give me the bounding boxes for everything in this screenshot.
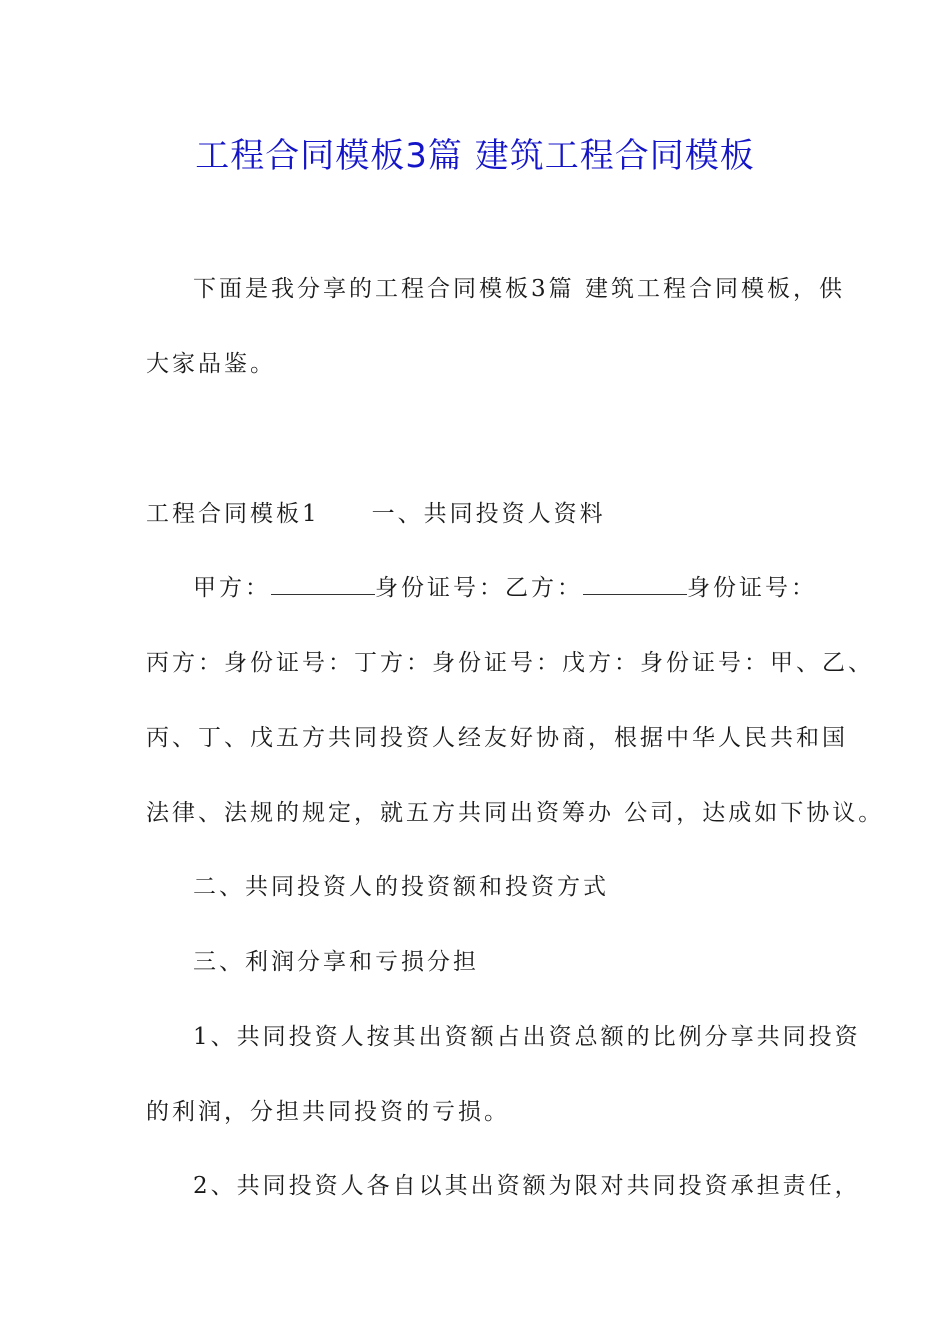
section-item-2: 二、共同投资人的投资额和投资方式 (193, 874, 609, 900)
section-heading: 工程合同模板1 (146, 501, 320, 527)
document-title: 工程合同模板3篇 建筑工程合同模板 (195, 136, 755, 176)
intro-line-2: 大家品鉴。 (146, 351, 276, 377)
clause-1-line-2: 的利润，分担共同投资的亏损。 (146, 1099, 510, 1125)
party-a-label: 甲方： (193, 575, 271, 601)
party-a-blank (271, 574, 375, 595)
parties-line-2: 丙方：身份证号：丁方：身份证号：戊方：身份证号：甲、乙、 (146, 650, 874, 676)
section-heading-row (146, 495, 606, 528)
clause-1-line-1: 1、共同投资人按其出资额占出资总额的比例分享共同投资 (193, 1024, 861, 1050)
clause-2-line-1: 2、共同投资人各自以其出资额为限对共同投资承担责任， (193, 1173, 861, 1199)
intro-line-1: 下面是我分享的工程合同模板3篇 建筑工程合同模板，供 (193, 276, 845, 302)
section-item-3: 三、利润分享和亏损分担 (193, 949, 479, 975)
party-a-id-label: 身份证号：乙方： (375, 575, 583, 601)
parties-line-4: 法律、法规的规定，就五方共同出资筹办 公司，达成如下协议。 (146, 800, 885, 826)
section-item-1: 一、共同投资人资料 (371, 501, 606, 527)
party-b-id-label: 身份证号： (687, 575, 817, 601)
parties-line-1 (193, 569, 817, 602)
parties-line-3: 丙、丁、戊五方共同投资人经友好协商，根据中华人民共和国 (146, 725, 848, 751)
party-b-blank (583, 574, 687, 595)
